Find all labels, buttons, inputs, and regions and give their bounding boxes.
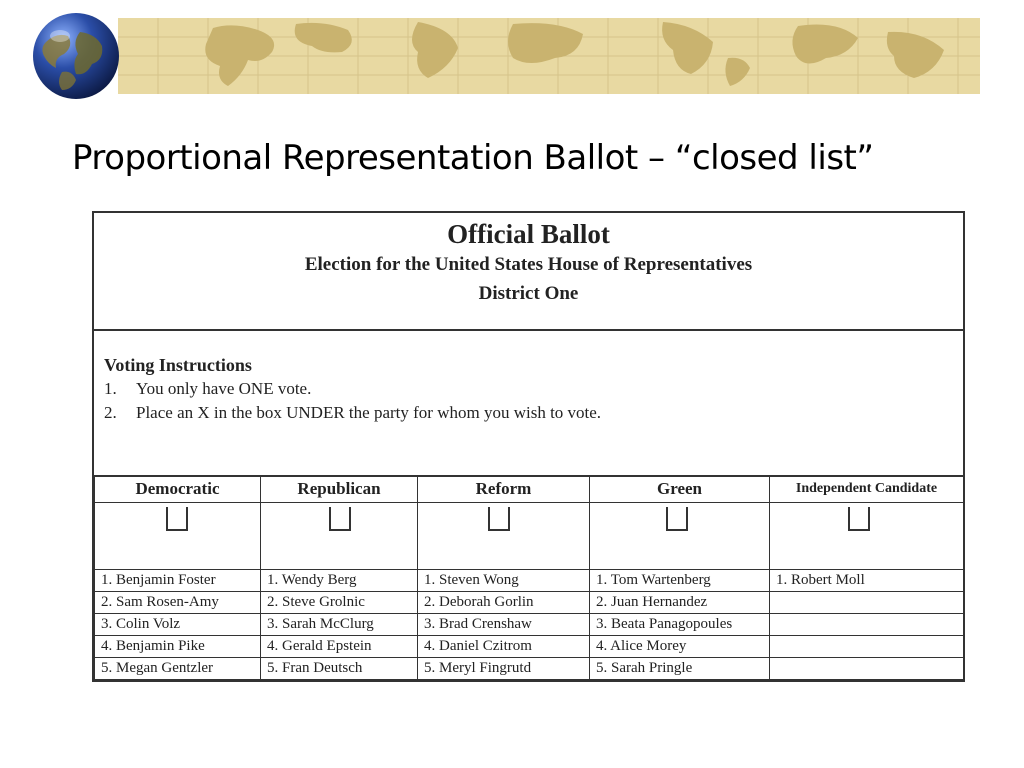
candidate-name: 1. Steven Wong <box>418 570 590 592</box>
candidate-name: 3. Brad Crenshaw <box>418 614 590 636</box>
instruction-item <box>104 403 601 423</box>
ballot-document <box>92 211 965 682</box>
candidate-name: 1. Robert Moll <box>770 570 964 592</box>
candidate-row <box>95 570 964 592</box>
candidate-name: 2. Steve Grolnic <box>261 592 418 614</box>
candidate-name: 3. Sarah McClurg <box>261 614 418 636</box>
candidate-name: 5. Sarah Pringle <box>590 658 770 680</box>
slide-title: Proportional Representation Ballot – “closed list” <box>72 138 874 178</box>
candidate-row <box>95 658 964 680</box>
instruction-item <box>104 379 311 399</box>
party-name-reform: Reform <box>418 476 590 503</box>
candidate-name: 1. Benjamin Foster <box>95 570 261 592</box>
ballot-header <box>94 213 963 331</box>
ballot-district: District One <box>478 283 579 304</box>
voting-instructions <box>94 329 963 477</box>
ballot-subtitle: Election for the United States House of Representatives <box>304 254 753 275</box>
candidate-name: 2. Juan Hernandez <box>590 592 770 614</box>
candidate-name <box>770 636 964 658</box>
vote-box-green[interactable] <box>666 507 688 531</box>
candidate-name <box>770 658 964 680</box>
vote-box-row <box>95 503 964 570</box>
candidate-name: 5. Fran Deutsch <box>261 658 418 680</box>
candidate-name: 2. Deborah Gorlin <box>418 592 590 614</box>
world-map-strip <box>118 18 980 94</box>
vote-box-republican[interactable] <box>329 507 351 531</box>
globe-icon <box>32 12 120 100</box>
vote-cell-republican <box>261 503 418 570</box>
party-name-green: Green <box>590 476 770 503</box>
candidate-name: 4. Alice Morey <box>590 636 770 658</box>
party-table <box>94 475 964 680</box>
instructions-heading: Voting Instructions <box>104 355 252 375</box>
vote-cell-independent <box>770 503 964 570</box>
candidate-name: 4. Benjamin Pike <box>95 636 261 658</box>
party-header-row <box>95 476 964 503</box>
vote-cell-democratic <box>95 503 261 570</box>
instruction-text: You only have ONE vote. <box>136 379 312 398</box>
candidate-name: 5. Meryl Fingrutd <box>418 658 590 680</box>
vote-box-democratic[interactable] <box>166 507 188 531</box>
party-name-democratic: Democratic <box>95 476 261 503</box>
instruction-number: 1. <box>104 379 117 398</box>
candidate-name: 3. Colin Volz <box>95 614 261 636</box>
instruction-text: Place an X in the box UNDER the party for whom you wish to vote. <box>136 403 602 422</box>
vote-box-reform[interactable] <box>488 507 510 531</box>
candidate-name: 5. Megan Gentzler <box>95 658 261 680</box>
vote-cell-green <box>590 503 770 570</box>
candidate-name <box>770 592 964 614</box>
world-map <box>118 18 980 94</box>
party-name-independent: Independent Candidate <box>770 476 964 503</box>
candidate-name: 4. Daniel Czitrom <box>418 636 590 658</box>
party-name-republican: Republican <box>261 476 418 503</box>
candidate-name: 4. Gerald Epstein <box>261 636 418 658</box>
candidate-name: 2. Sam Rosen-Amy <box>95 592 261 614</box>
candidate-name: 1. Tom Wartenberg <box>590 570 770 592</box>
candidate-name: 1. Wendy Berg <box>261 570 418 592</box>
instruction-number: 2. <box>104 403 117 422</box>
candidate-row <box>95 592 964 614</box>
candidate-name <box>770 614 964 636</box>
candidate-row <box>95 636 964 658</box>
ballot-title: Official Ballot <box>447 219 610 249</box>
vote-box-independent[interactable] <box>848 507 870 531</box>
candidate-row <box>95 614 964 636</box>
candidate-name: 3. Beata Panagopoules <box>590 614 770 636</box>
vote-cell-reform <box>418 503 590 570</box>
header-banner <box>0 0 1024 110</box>
